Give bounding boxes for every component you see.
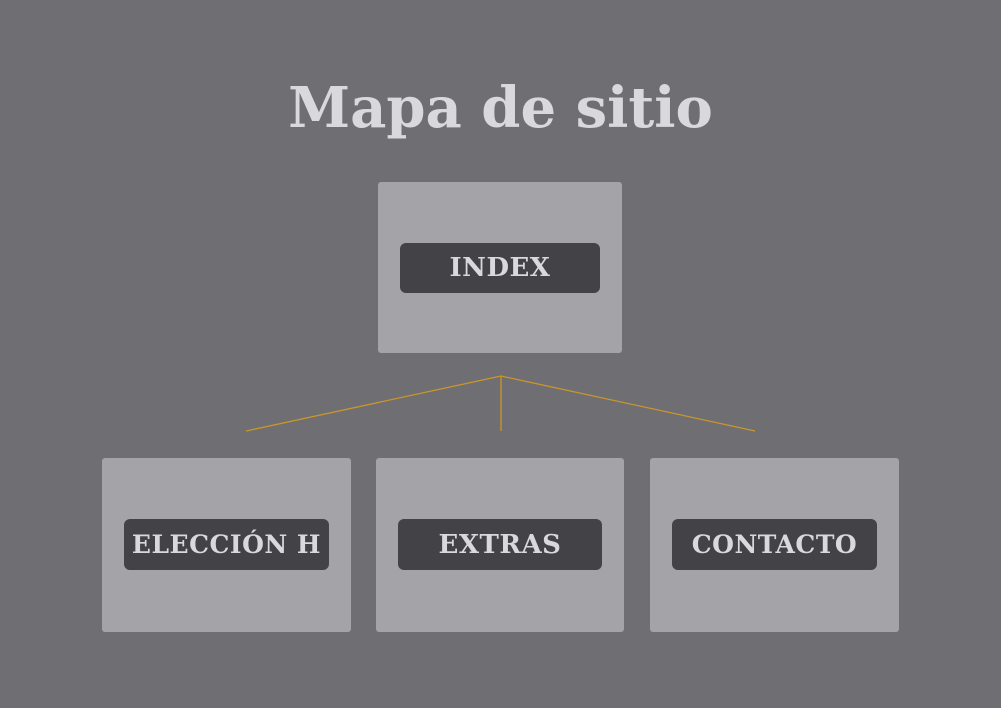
node-eleccion-h-label: ELECCIÓN H	[124, 519, 329, 570]
page-title: Mapa de sitio	[288, 75, 713, 141]
node-extras-label: EXTRAS	[398, 519, 602, 570]
node-eleccion-h	[102, 458, 351, 632]
connector-left	[246, 376, 501, 431]
node-contacto-label: CONTACTO	[672, 519, 877, 570]
node-extras	[376, 458, 624, 632]
node-index-label: INDEX	[400, 243, 600, 293]
connector-right	[501, 376, 755, 431]
node-contacto	[650, 458, 899, 632]
